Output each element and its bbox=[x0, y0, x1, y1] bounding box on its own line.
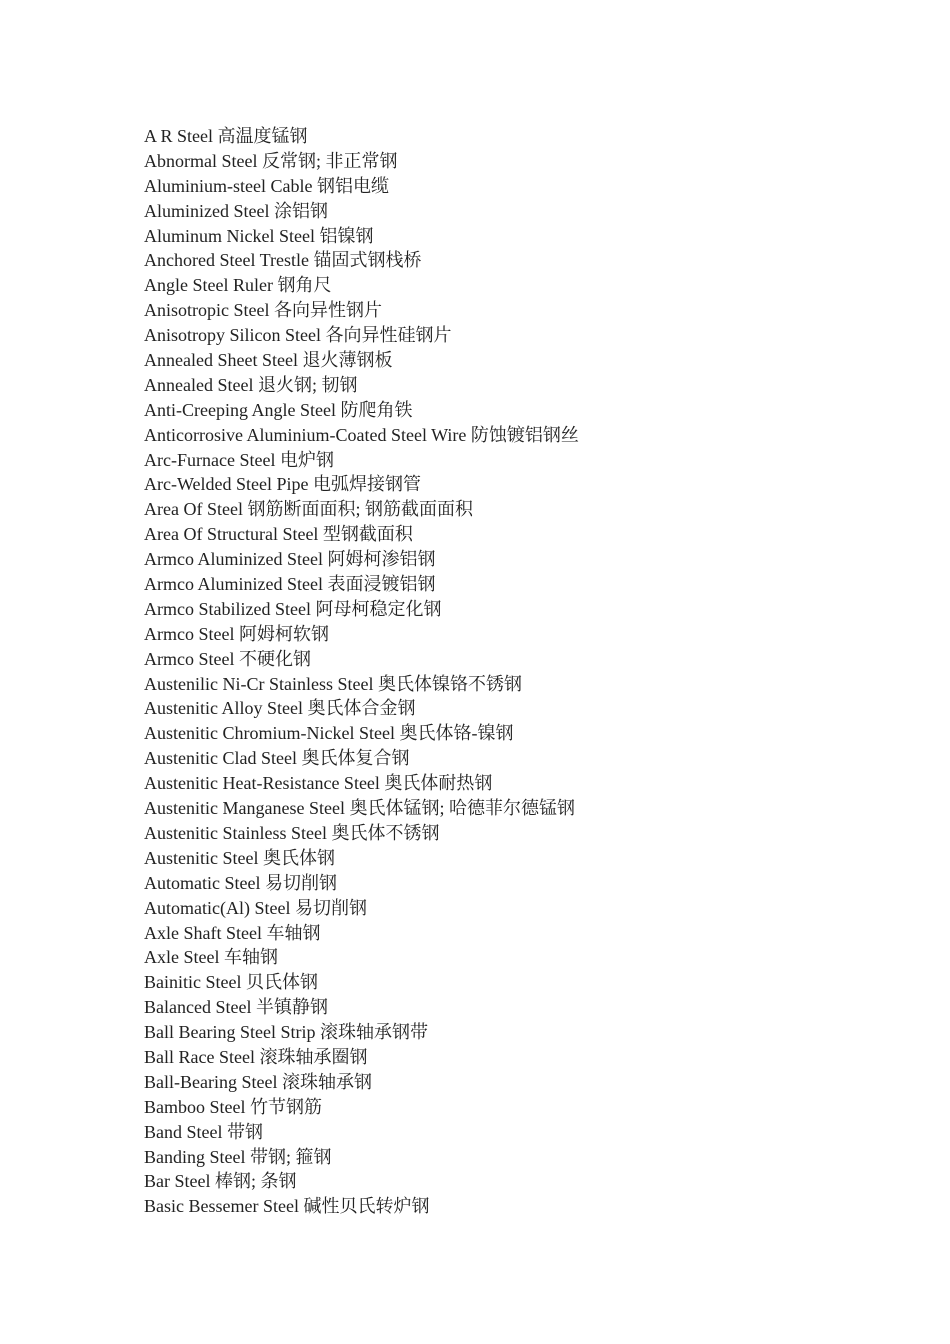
glossary-entry: Austenitic Steel 奥氏体钢 bbox=[144, 847, 335, 868]
glossary-entry: Armco Steel 阿姆柯软钢 bbox=[144, 623, 329, 644]
glossary-entry: Automatic(Al) Steel 易切削钢 bbox=[144, 897, 367, 918]
glossary-entry: Armco Aluminized Steel 阿姆柯渗铝钢 bbox=[144, 549, 436, 570]
glossary-entry: Austenitic Manganese Steel 奥氏体锰钢; 哈德菲尔德锰钢 bbox=[144, 798, 575, 819]
glossary-entry: Bamboo Steel 竹节钢筋 bbox=[144, 1096, 322, 1117]
glossary-entry: Anchored Steel Trestle 锚固式钢栈桥 bbox=[144, 250, 422, 271]
glossary-entry: Banding Steel 带钢; 箍钢 bbox=[144, 1146, 332, 1167]
glossary-entry: Annealed Steel 退火钢; 韧钢 bbox=[144, 374, 358, 395]
glossary-entry: Axle Steel 车轴钢 bbox=[144, 947, 278, 968]
glossary-entry: Band Steel 带钢 bbox=[144, 1121, 263, 1142]
glossary-entry: Arc-Welded Steel Pipe 电弧焊接钢管 bbox=[144, 474, 421, 495]
glossary-entry: Anti-Creeping Angle Steel 防爬角铁 bbox=[144, 399, 413, 420]
glossary-entry: Ball Race Steel 滚珠轴承圈钢 bbox=[144, 1046, 368, 1067]
glossary-entry: Armco Aluminized Steel 表面浸镀铝钢 bbox=[144, 574, 436, 595]
glossary-entry: Ball Bearing Steel Strip 滚珠轴承钢带 bbox=[144, 1022, 428, 1043]
glossary-entry: Armco Steel 不硬化钢 bbox=[144, 648, 311, 669]
glossary-entry: Armco Stabilized Steel 阿母柯稳定化钢 bbox=[144, 598, 442, 619]
glossary-entry: Austenilic Ni-Cr Stainless Steel 奥氏体镍铬不锈钢 bbox=[144, 673, 522, 694]
glossary-entry: Austenitic Stainless Steel 奥氏体不锈钢 bbox=[144, 822, 440, 843]
glossary-entry: Basic Bessemer Steel 碱性贝氏转炉钢 bbox=[144, 1196, 430, 1217]
glossary-entry: Abnormal Steel 反常钢; 非正常钢 bbox=[144, 150, 398, 171]
glossary-entry: Austenitic Chromium-Nickel Steel 奥氏体铬-镍钢 bbox=[144, 723, 514, 744]
glossary-entry: Axle Shaft Steel 车轴钢 bbox=[144, 922, 321, 943]
glossary-entry: Bar Steel 棒钢; 条钢 bbox=[144, 1171, 297, 1192]
glossary-entry: Balanced Steel 半镇静钢 bbox=[144, 997, 328, 1018]
glossary-entry: Austenitic Heat-Resistance Steel 奥氏体耐热钢 bbox=[144, 773, 493, 794]
glossary-entry: Area Of Steel 钢筋断面面积; 钢筋截面面积 bbox=[144, 499, 473, 520]
glossary-entry: Aluminium-steel Cable 钢铝电缆 bbox=[144, 175, 389, 196]
glossary-list bbox=[144, 124, 579, 1219]
glossary-entry: Anticorrosive Aluminium-Coated Steel Wire 防蚀镀铝钢丝 bbox=[144, 424, 579, 445]
glossary-entry: Austenitic Clad Steel 奥氏体复合钢 bbox=[144, 748, 410, 769]
glossary-entry: Bainitic Steel 贝氏体钢 bbox=[144, 972, 318, 993]
glossary-entry: Arc-Furnace Steel 电炉钢 bbox=[144, 449, 334, 470]
glossary-entry: Anisotropy Silicon Steel 各向异性硅钢片 bbox=[144, 325, 452, 346]
glossary-entry: Automatic Steel 易切削钢 bbox=[144, 872, 337, 893]
glossary-entry: Aluminized Steel 涂铝钢 bbox=[144, 200, 328, 221]
glossary-entry: Anisotropic Steel 各向异性钢片 bbox=[144, 300, 382, 321]
glossary-entry: A R Steel 高温度锰钢 bbox=[144, 126, 308, 146]
glossary-entry: Aluminum Nickel Steel 铝镍钢 bbox=[144, 225, 374, 246]
glossary-entry: Annealed Sheet Steel 退火薄钢板 bbox=[144, 350, 393, 371]
glossary-entry: Area Of Structural Steel 型钢截面积 bbox=[144, 524, 413, 545]
glossary-entry: Austenitic Alloy Steel 奥氏体合金钢 bbox=[144, 698, 416, 719]
glossary-entry: Angle Steel Ruler 钢角尺 bbox=[144, 275, 332, 296]
glossary-entry: Ball-Bearing Steel 滚珠轴承钢 bbox=[144, 1071, 372, 1092]
